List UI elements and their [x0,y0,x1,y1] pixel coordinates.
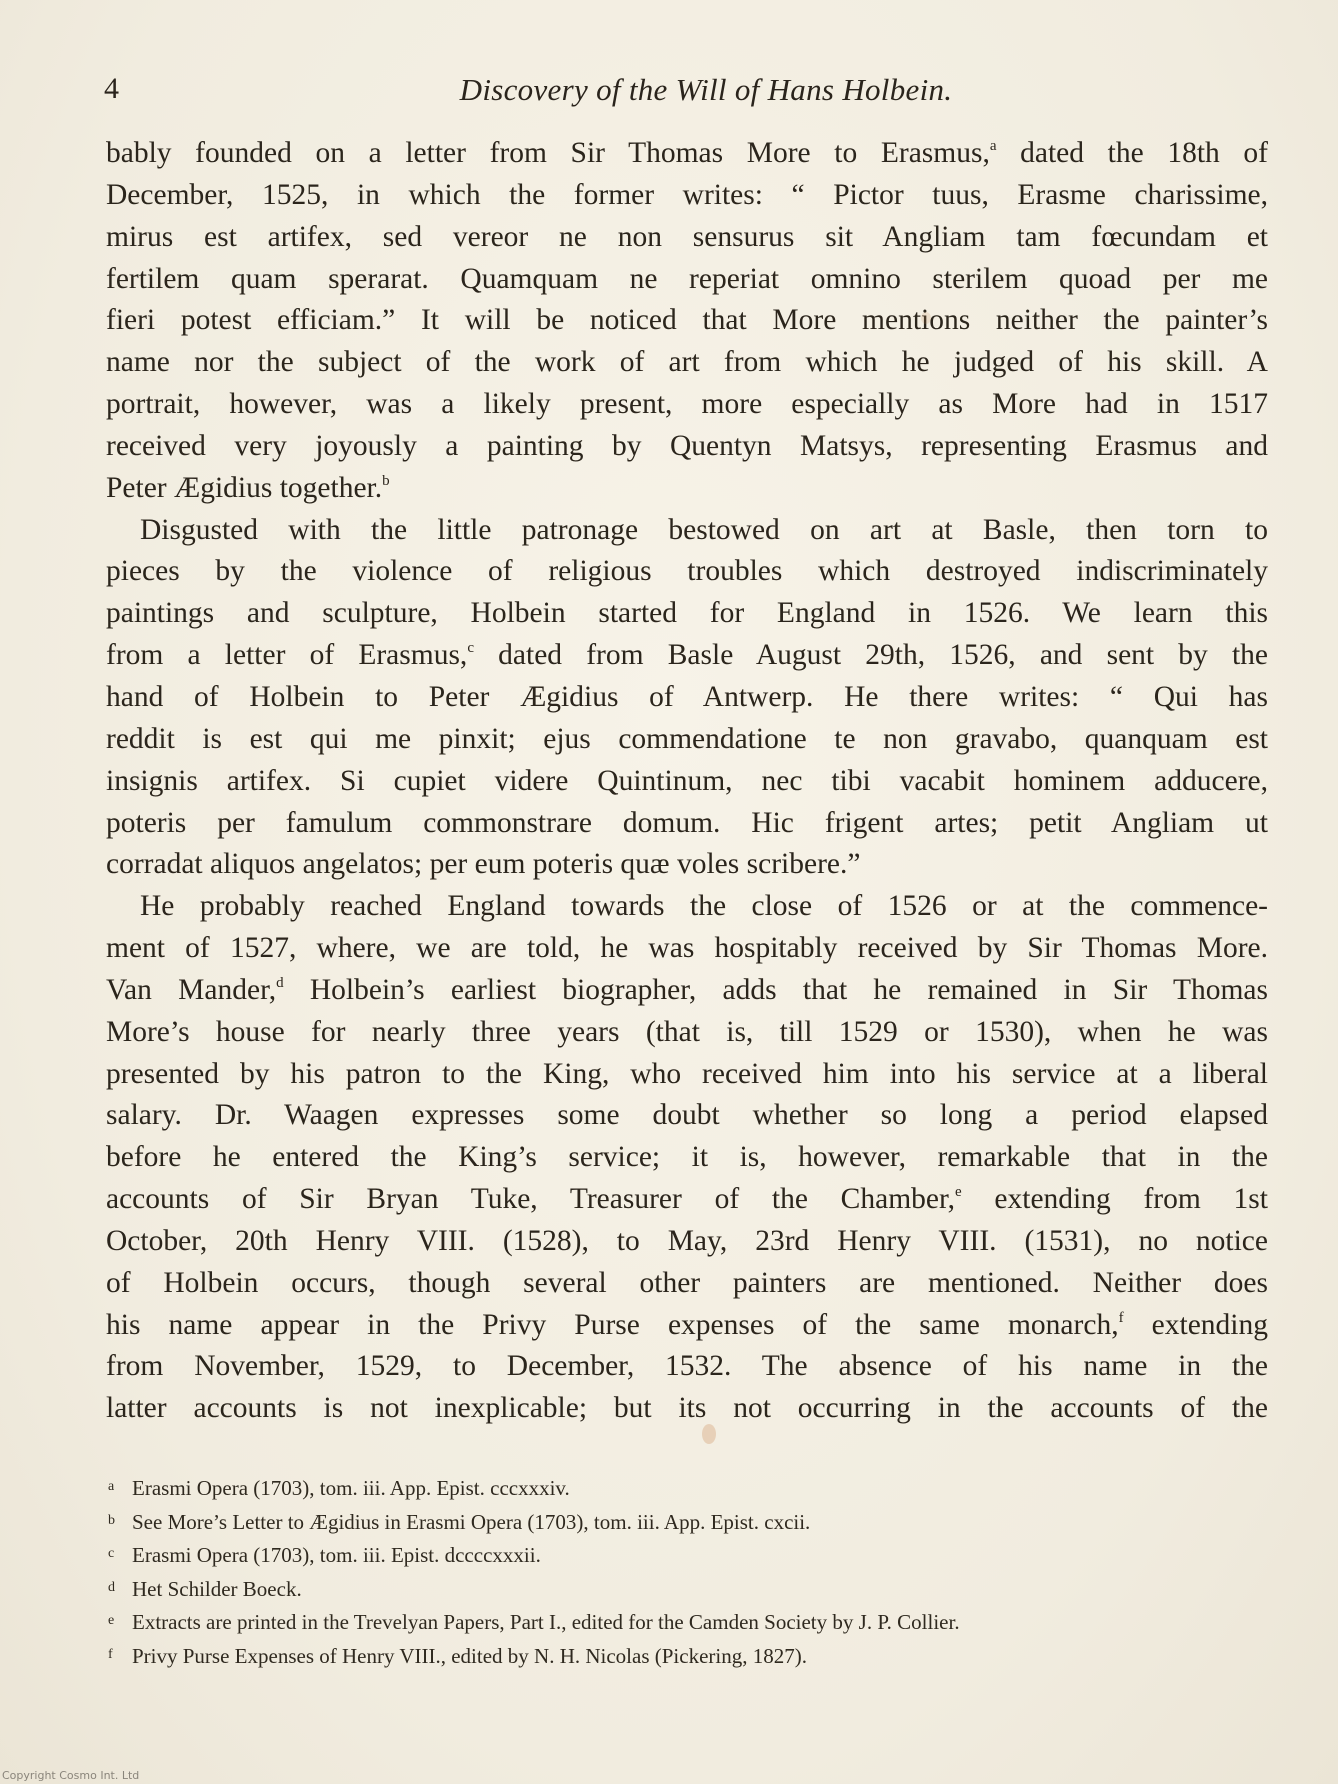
foxing-stain [702,1424,716,1444]
footnote-text: Erasmi Opera (1703), tom. iii. Epist. dccccxxxii. [132,1543,541,1567]
footnote [108,1571,1268,1605]
page-number: 4 [104,72,119,105]
footnote-mark: a [108,1479,115,1494]
text-line: before he entered the King’s service; it is, however, remarkable that in the [106,1141,1268,1174]
running-title: Discovery of the Will of Hans Holbein. [459,72,953,107]
text-line: Peter Ægidius together.$^b$ [106,471,390,504]
text-line: insignis artifex. Si cupiet videre Quintinum, nec tibi vacabit hominem adducere, [106,764,1268,797]
footnote [108,1470,1268,1504]
text-line: bably founded on a letter from Sir Thomas More to Erasmus,$^a$ dated the 18th of [106,137,1268,169]
footnote-text: Privy Purse Expenses of Henry VIII., edited by N. H. Nicolas (Pickering, 1827). [132,1643,807,1668]
text-line: from November, 1529, to December, 1532. The absence of his name in the [106,1350,1268,1383]
text-line: name nor the subject of the work of art from which he judged of his skill. A [106,346,1268,379]
footnote-mark: c [108,1546,115,1561]
text-line: from a letter of Erasmus,$^c$ dated from Basle August 29th, 1526, and sent by the [106,639,1269,672]
text-line: Van Mander,$^d$ Holbein’s earliest biographer, adds that he remained in Sir Thomas [106,973,1268,1006]
text-line: mirus est artifex, sed vereor ne non sensurus sit Angliam tam fœcundam et [106,220,1268,253]
foxing-stain [921,312,931,324]
text-line: hand of Holbein to Peter Ægidius of Antwerp. He there writes: “ Qui has [106,680,1268,713]
footnote-ref: c [467,640,474,657]
footnote [108,1504,1268,1538]
text-line: December, 1525, in which the former writes: “ Pictor tuus, Erasme charissime, [106,178,1268,211]
text-line: latter accounts is not inexplicable; but its not occurring in the accounts of the [106,1392,1268,1425]
text-line: of Holbein occurs, though several other painters are mentioned. Neither does [106,1266,1268,1299]
text-line: presented by his patron to the King, who received him into his service at a liberal [106,1057,1268,1090]
footnote-text: See More’s Letter to Ægidius in Erasmi Opera (1703), tom. iii. App. Epist. cxcii. [132,1509,811,1534]
text-line: reddit is est qui me pinxit; ejus commendatione te non gravabo, quanquam est [106,722,1268,755]
text-line: accounts of Sir Bryan Tuke, Treasurer of the Chamber,$^e$ extending from 1st [106,1183,1268,1216]
footnote-ref: f [1118,1309,1124,1326]
text-line: salary. Dr. Waagen expresses some doubt whether so long a period elapsed [106,1099,1268,1132]
text-line: pieces by the violence of religious troubles which destroyed indiscriminately [106,555,1268,588]
text-line: fertilem quam sperarat. Quamquam ne reperiat omnino sterilem quoad per me [106,262,1268,295]
text-line: portrait, however, was a likely present, more especially as More had in 1517 [106,388,1268,421]
text-line: paintings and sculpture, Holbein started for England in 1526. We learn this [106,597,1268,630]
footnote-ref: d [276,974,284,991]
footnote [108,1537,1268,1571]
text-line: Disgusted with the little patronage bestowed on art at Basle, then torn to [140,513,1268,546]
footnote-ref: e [955,1184,962,1201]
footnote-text: Erasmi Opera (1703), tom. iii. App. Epist. cccxxxiv. [132,1476,570,1500]
footnote-ref: b [382,472,390,489]
text-line: October, 20th Henry VIII. (1528), to May, 23rd Henry VIII. (1531), no notice [106,1224,1268,1257]
text-line: his name appear in the Privy Purse expenses of the same monarch,$^f$ extending [106,1308,1268,1341]
copyright-watermark: Copyright Cosmo Int. Ltd [2,1769,140,1782]
text-line: poteris per famulum commonstrare domum. Hic frigent artes; petit Angliam ut [106,806,1268,839]
footnote-mark: d [108,1579,115,1595]
footnote-mark: f [108,1646,113,1662]
footnote-mark: e [108,1613,115,1628]
footnotes [108,1470,1268,1671]
footnote-text: Het Schilder Boeck. [132,1576,302,1601]
page-header [104,72,1268,112]
footnote [108,1604,1268,1638]
footnote-ref: a [989,138,997,154]
footnote-text: Extracts are printed in the Trevelyan Papers, Part I., edited for the Camden Society by J. P. Collier. [132,1610,960,1634]
text-line: fieri potest efficiam.” It will be noticed that More mentions neither the painter’s [106,304,1268,337]
footnote [108,1638,1268,1672]
text-line: corradat aliquos angelatos; per eum poteris quæ voles scribere.” [106,848,861,881]
text-line: More’s house for nearly three years (that is, till 1529 or 1530), when he was [106,1015,1268,1048]
footnote-mark: b [108,1512,115,1528]
text-line: received very joyously a painting by Quentyn Matsys, representing Erasmus and [106,429,1268,462]
body-text [106,133,1268,1430]
text-line: ment of 1527, where, we are told, he was hospitably received by Sir Thomas More. [106,932,1268,965]
text-line: He probably reached England towards the close of 1526 or at the commence- [140,890,1268,923]
